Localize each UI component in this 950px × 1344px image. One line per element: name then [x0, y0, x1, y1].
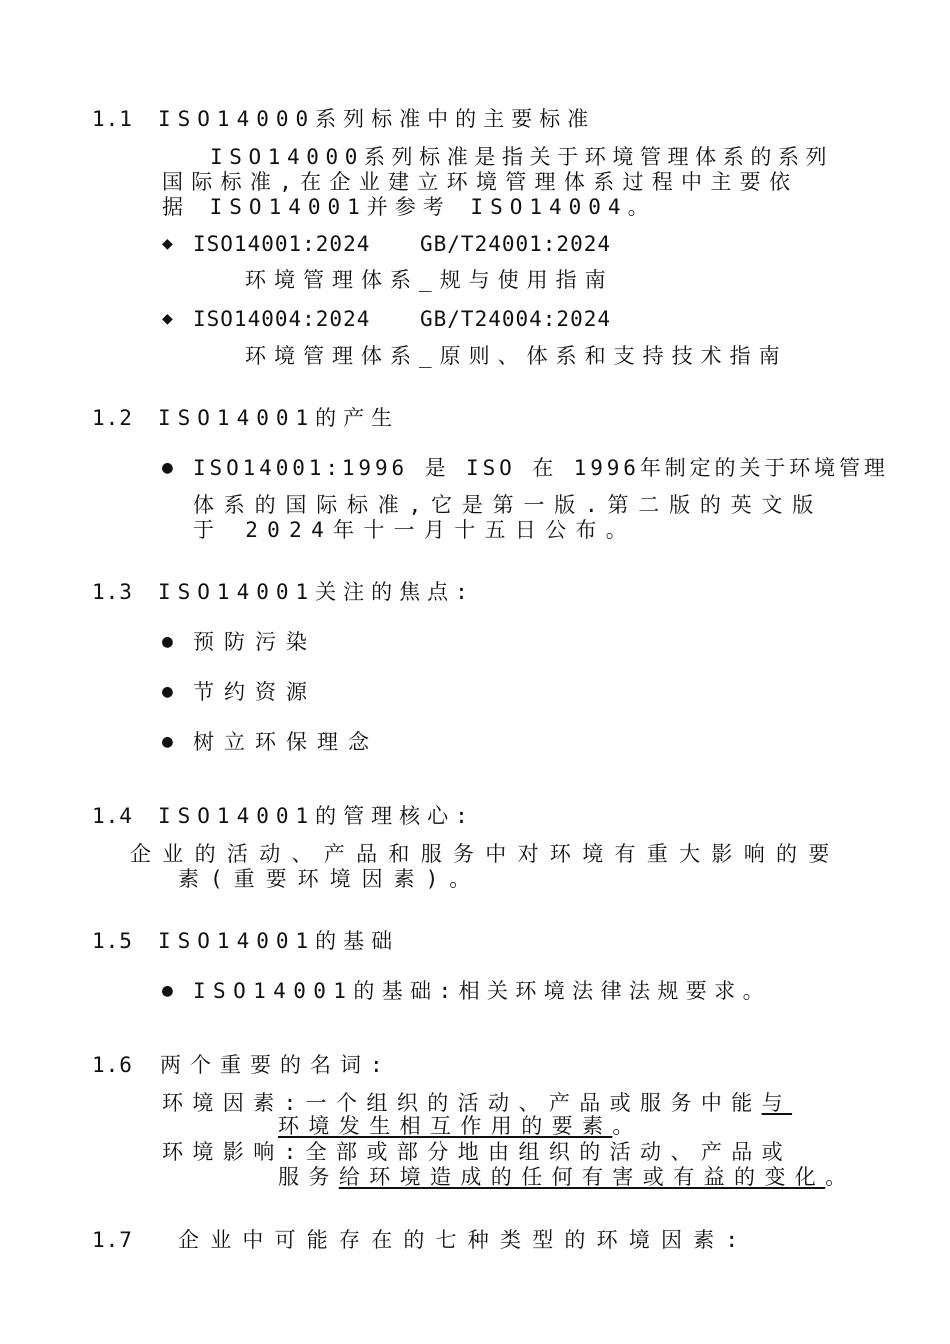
section-1-1-para-line-3: 据 ISO14001并参考 ISO14004。 [162, 195, 656, 219]
term-environmental-aspect: 环境因素:一个组织的活动、产品或服务中能与 [162, 1091, 793, 1115]
section-1-3-heading: ISO14001关注的焦点: [158, 580, 475, 604]
bullet-icon: ● [162, 731, 173, 752]
section-1-2-heading: ISO14001的产生 [158, 406, 400, 430]
standard-title-2: 环境管理体系_原则、体系和支持技术指南 [245, 344, 788, 368]
section-1-1-para-line-1: ISO14000系列标准是指关于环境管理体系的系列 [210, 145, 834, 169]
section-1-7-number: 1.7 [92, 1228, 133, 1252]
focus-item-1: 预防污染 [193, 630, 317, 654]
bullet-icon: ● [162, 980, 173, 1001]
section-1-2-line-2: 体系的国际标准,它是第一版.第二版的英文版 [193, 493, 824, 517]
standard-code-2: ISO14004:2024 [193, 307, 371, 331]
focus-item-3: 树立环保理念 [193, 730, 379, 754]
section-1-5-number: 1.5 [92, 929, 133, 953]
bullet-icon: ● [162, 681, 173, 702]
section-1-1-para-line-2: 国际标准,在企业建立环境管理体系过程中主要依 [162, 170, 799, 194]
section-1-3-number: 1.3 [92, 580, 133, 604]
standard-gb-1: GB/T24001:2024 [420, 232, 612, 256]
section-1-6-heading: 两个重要的名词: [160, 1053, 392, 1077]
bullet-icon: ● [162, 457, 173, 478]
diamond-bullet-icon: ◆ [162, 233, 173, 254]
focus-item-2: 节约资源 [193, 680, 317, 704]
section-1-4-line-2: 素(重要环境因素)。 [178, 867, 482, 891]
section-1-5-item: ISO14001的基础:相关环境法律法规要求。 [193, 979, 771, 1003]
section-1-4-heading: ISO14001的管理核心: [158, 804, 475, 828]
term-environmental-impact-cont: 服务给环境造成的任何有害或有益的变化。 [278, 1165, 856, 1189]
term-environmental-impact: 环境影响:全部或部分地由组织的活动、产品或 [162, 1140, 793, 1164]
standard-code-1: ISO14001:2024 [193, 232, 371, 256]
section-1-1-number: 1.1 [92, 107, 133, 131]
standard-gb-2: GB/T24004:2024 [420, 307, 612, 331]
section-1-1-heading: ISO14000系列标准中的主要标准 [158, 107, 596, 131]
section-1-6-number: 1.6 [92, 1053, 133, 1077]
standard-title-1: 环境管理体系_规与使用指南 [245, 268, 614, 292]
term-environmental-aspect-cont: 环境发生相互作用的要素。 [278, 1114, 643, 1138]
section-1-2-line-1: ISO14001:1996 是 ISO 在 1996年制定的关于环境管理 [193, 456, 889, 480]
section-1-2-number: 1.2 [92, 406, 133, 430]
section-1-4-line-1: 企业的活动、产品和服务中对环境有重大影响的要 [130, 842, 841, 866]
section-1-7-heading: 企业中可能存在的七种类型的环境因素: [178, 1228, 750, 1252]
bullet-icon: ● [162, 631, 173, 652]
section-1-4-number: 1.4 [92, 804, 133, 828]
section-1-5-heading: ISO14001的基础 [158, 929, 400, 953]
diamond-bullet-icon: ◆ [162, 308, 173, 329]
section-1-2-line-3: 于 2024年十一月十五日公布。 [193, 518, 637, 542]
